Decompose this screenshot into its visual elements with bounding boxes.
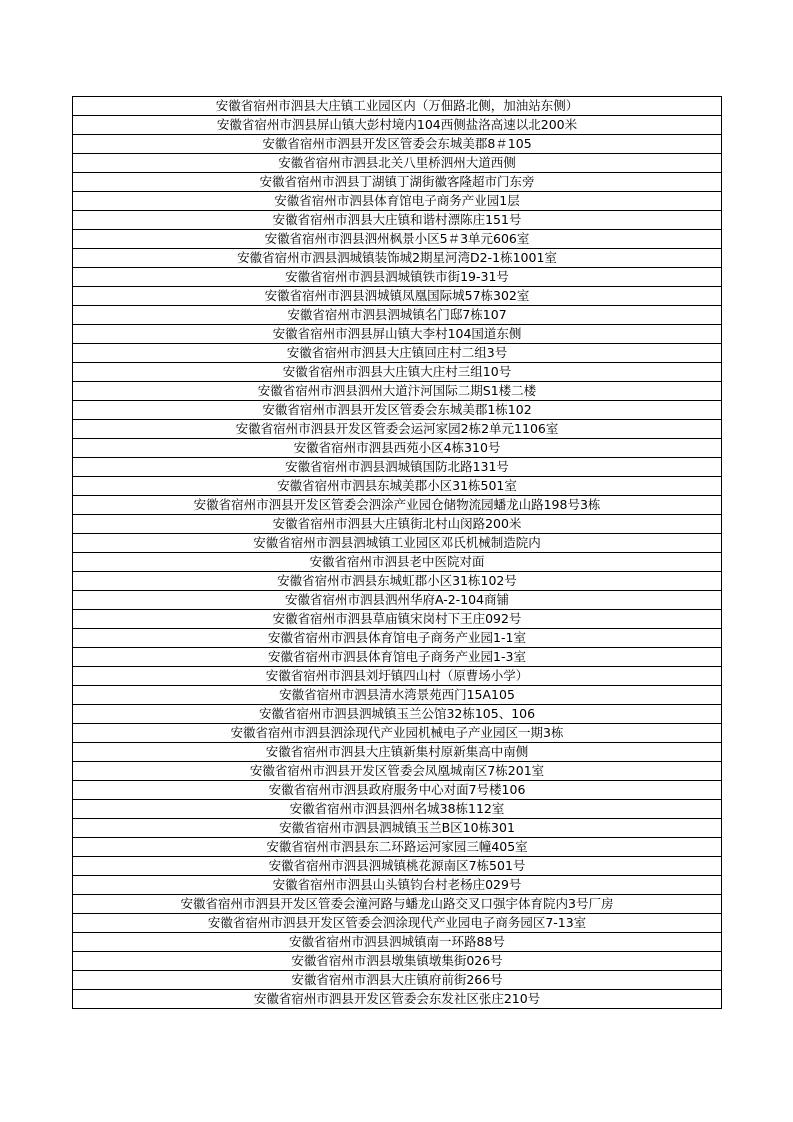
address-cell: 安徽省宿州市泗县泗城镇玉兰公馆32栋105、106 (73, 705, 722, 724)
address-cell: 安徽省宿州市泗县体育馆电子商务产业园1-1室 (73, 629, 722, 648)
address-cell: 安徽省宿州市泗县泗州大道汴河国际二期S1楼二楼 (73, 382, 722, 401)
address-table-body (73, 97, 722, 1009)
table-row (73, 667, 722, 686)
address-table (72, 96, 722, 1009)
table-row (73, 458, 722, 477)
address-cell: 安徽省宿州市泗县北关八里桥泗州大道西侧 (73, 154, 722, 173)
address-cell: 安徽省宿州市泗县东二环路运河家园三幢405室 (73, 838, 722, 857)
table-row (73, 496, 722, 515)
table-row (73, 857, 722, 876)
address-cell: 安徽省宿州市泗县泗城镇工业园区邓氏机械制造院内 (73, 534, 722, 553)
table-row (73, 477, 722, 496)
address-cell: 安徽省宿州市泗县泗州名城38栋112室 (73, 800, 722, 819)
table-row (73, 838, 722, 857)
table-row (73, 344, 722, 363)
address-cell: 安徽省宿州市泗县泗城镇国防北路131号 (73, 458, 722, 477)
address-cell: 安徽省宿州市泗县开发区管委会东城美郡1栋102 (73, 401, 722, 420)
address-cell: 安徽省宿州市泗县屏山镇大李村104国道东侧 (73, 325, 722, 344)
table-row (73, 553, 722, 572)
address-cell: 安徽省宿州市泗县泗城镇铁市街19-31号 (73, 268, 722, 287)
table-row (73, 439, 722, 458)
table-row (73, 762, 722, 781)
table-row (73, 876, 722, 895)
address-cell: 安徽省宿州市泗县屏山镇大彭村境内104西侧盐洛高速以北200米 (73, 116, 722, 135)
address-cell: 安徽省宿州市泗县清水湾景苑西门15A105 (73, 686, 722, 705)
address-cell: 安徽省宿州市泗县泗城镇名门邸7栋107 (73, 306, 722, 325)
address-cell: 安徽省宿州市泗县体育馆电子商务产业园1-3室 (73, 648, 722, 667)
address-cell: 安徽省宿州市泗县泗城镇桃花源南区7栋501号 (73, 857, 722, 876)
address-cell: 安徽省宿州市泗县开发区管委会东发社区张庄210号 (73, 990, 722, 1009)
table-row (73, 211, 722, 230)
address-cell: 安徽省宿州市泗县大庄镇和谐村漂陈庄151号 (73, 211, 722, 230)
address-cell: 安徽省宿州市泗县丁湖镇丁湖街徽客隆超市门东旁 (73, 173, 722, 192)
table-row (73, 154, 722, 173)
table-row (73, 534, 722, 553)
address-cell: 安徽省宿州市泗县泗城镇玉兰B区10栋301 (73, 819, 722, 838)
table-row (73, 591, 722, 610)
table-row (73, 306, 722, 325)
table-row (73, 192, 722, 211)
table-row (73, 249, 722, 268)
address-cell: 安徽省宿州市泗县开发区管委会运河家园2栋2单元1106室 (73, 420, 722, 439)
table-row (73, 743, 722, 762)
table-row (73, 515, 722, 534)
address-cell: 安徽省宿州市泗县政府服务中心对面7号楼106 (73, 781, 722, 800)
table-row (73, 230, 722, 249)
table-row (73, 800, 722, 819)
table-row (73, 363, 722, 382)
address-cell: 安徽省宿州市泗县大庄镇街北村山闵路200米 (73, 515, 722, 534)
table-row (73, 952, 722, 971)
address-cell: 安徽省宿州市泗县东城美郡小区31栋501室 (73, 477, 722, 496)
table-row (73, 971, 722, 990)
address-cell: 安徽省宿州市泗县西苑小区4栋310号 (73, 439, 722, 458)
address-cell: 安徽省宿州市泗县开发区管委会泗涂现代产业园电子商务园区7-13室 (73, 914, 722, 933)
address-cell: 安徽省宿州市泗县泗城镇凤凰国际城57栋302室 (73, 287, 722, 306)
table-row (73, 724, 722, 743)
address-cell: 安徽省宿州市泗县刘圩镇四山村（原曹场小学） (73, 667, 722, 686)
table-row (73, 781, 722, 800)
table-row (73, 401, 722, 420)
address-cell: 安徽省宿州市泗县大庄镇大庄村三组10号 (73, 363, 722, 382)
table-row (73, 116, 722, 135)
address-cell: 安徽省宿州市泗县开发区管委会东城美郡8＃105 (73, 135, 722, 154)
address-cell: 安徽省宿州市泗县大庄镇回庄村二组3号 (73, 344, 722, 363)
address-cell: 安徽省宿州市泗县泗州华府A-2-104商铺 (73, 591, 722, 610)
table-row (73, 648, 722, 667)
address-cell: 安徽省宿州市泗县墩集镇墩集街026号 (73, 952, 722, 971)
table-row (73, 325, 722, 344)
table-row (73, 420, 722, 439)
address-cell: 安徽省宿州市泗县泗城镇南一环路88号 (73, 933, 722, 952)
table-row (73, 686, 722, 705)
table-row (73, 287, 722, 306)
address-cell: 安徽省宿州市泗县泗州枫景小区5＃3单元606室 (73, 230, 722, 249)
address-cell: 安徽省宿州市泗县开发区管委会潼河路与蟠龙山路交叉口强宇体育院内3号厂房 (73, 895, 722, 914)
address-cell: 安徽省宿州市泗县开发区管委会凤凰城南区7栋201室 (73, 762, 722, 781)
address-cell: 安徽省宿州市泗县大庄镇新集村原新集高中南侧 (73, 743, 722, 762)
table-row (73, 914, 722, 933)
table-row (73, 268, 722, 287)
table-row (73, 572, 722, 591)
table-row (73, 135, 722, 154)
table-row (73, 895, 722, 914)
address-cell: 安徽省宿州市泗县山头镇钧台村老杨庄029号 (73, 876, 722, 895)
table-row (73, 629, 722, 648)
table-row (73, 705, 722, 724)
table-row (73, 382, 722, 401)
table-row (73, 933, 722, 952)
address-cell: 安徽省宿州市泗县泗涂现代产业园机械电子产业园区一期3栋 (73, 724, 722, 743)
address-cell: 安徽省宿州市泗县开发区管委会泗涂产业园仓储物流园蟠龙山路198号3栋 (73, 496, 722, 515)
table-row (73, 819, 722, 838)
table-row (73, 97, 722, 116)
table-row (73, 990, 722, 1009)
table-row (73, 173, 722, 192)
address-cell: 安徽省宿州市泗县大庄镇工业园区内（万佃路北侧，加油站东侧） (73, 97, 722, 116)
address-cell: 安徽省宿州市泗县老中医院对面 (73, 553, 722, 572)
address-cell: 安徽省宿州市泗县草庙镇宋岗村下王庄092号 (73, 610, 722, 629)
address-cell: 安徽省宿州市泗县东城虹郡小区31栋102号 (73, 572, 722, 591)
table-row (73, 610, 722, 629)
address-cell: 安徽省宿州市泗县泗城镇装饰城2期星河湾D2-1栋1001室 (73, 249, 722, 268)
address-cell: 安徽省宿州市泗县体育馆电子商务产业园1层 (73, 192, 722, 211)
address-cell: 安徽省宿州市泗县大庄镇府前街266号 (73, 971, 722, 990)
